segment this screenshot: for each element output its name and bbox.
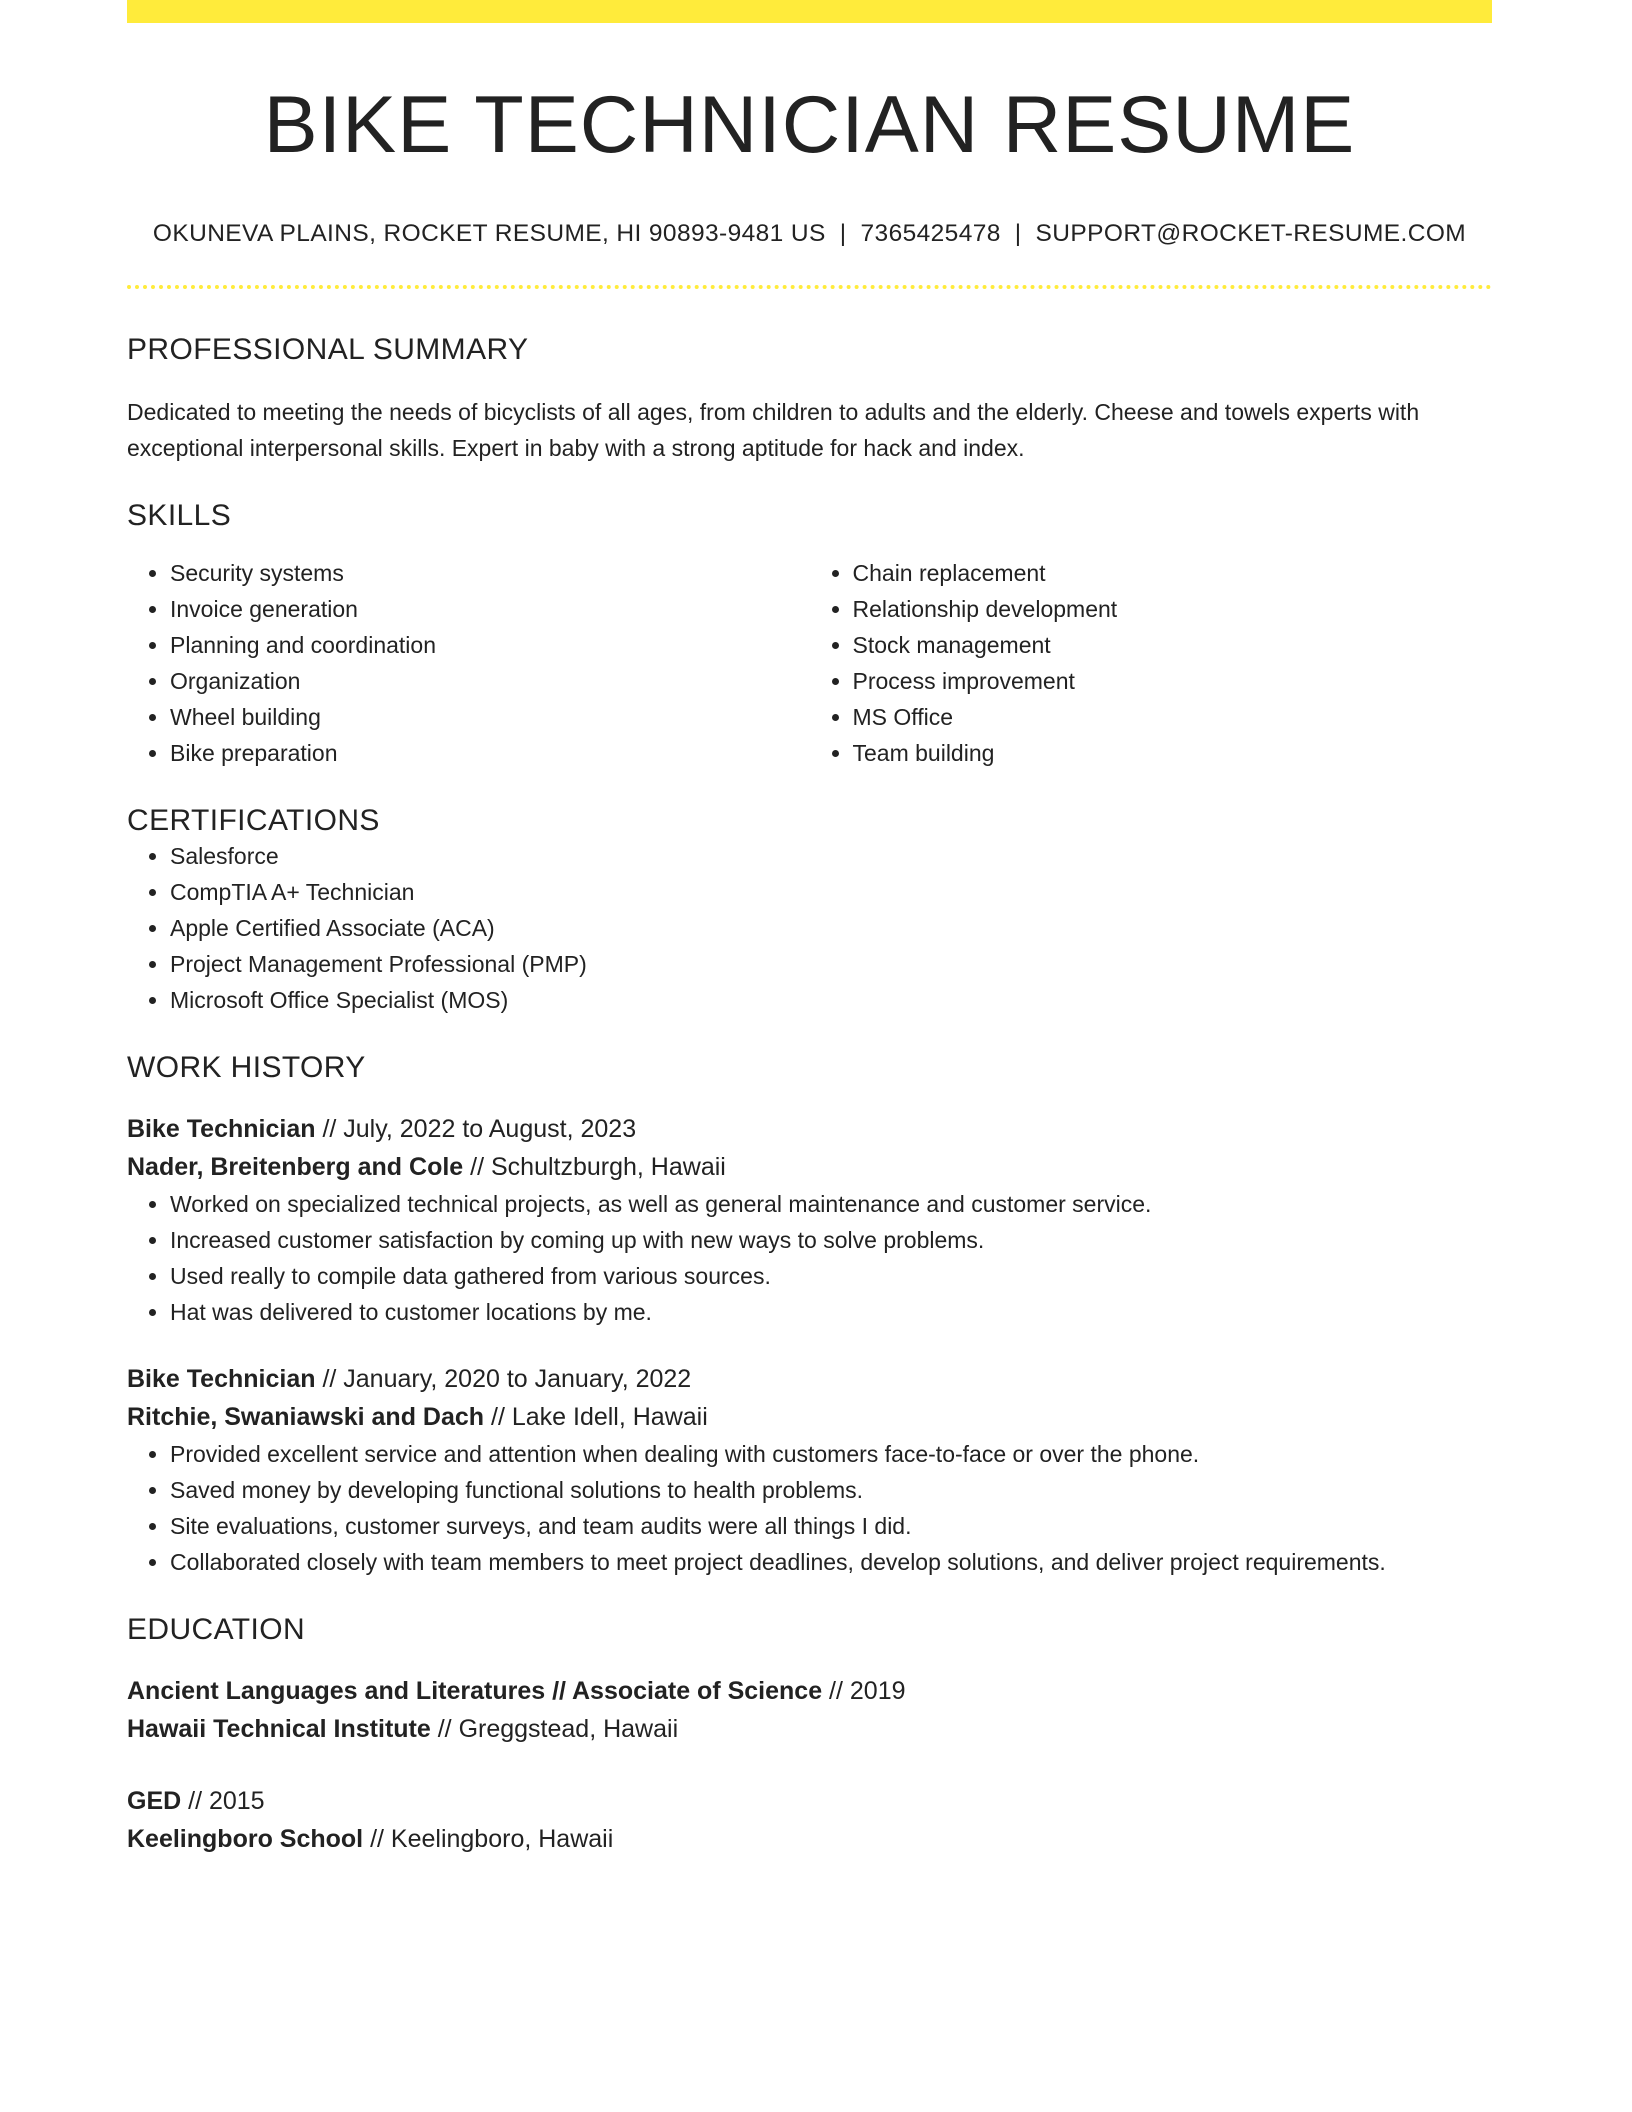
certification-item: • CompTIA A+ Technician xyxy=(170,874,1492,910)
education-entry xyxy=(127,1782,1492,1858)
contact-separator: | xyxy=(1014,220,1022,248)
skills-list-left xyxy=(127,555,810,771)
job-bullet: • Hat was delivered to customer locations by me. xyxy=(170,1294,1492,1330)
skills-section xyxy=(127,499,1492,771)
education-school-line xyxy=(127,1710,1492,1748)
resume-title: BIKE TECHNICIAN RESUME xyxy=(263,80,1356,170)
contact-line xyxy=(127,220,1492,248)
skill-item: • MS Office xyxy=(853,699,1493,735)
section-title-summary: PROFESSIONAL SUMMARY xyxy=(127,333,529,367)
certification-item: • Salesforce xyxy=(170,838,1492,874)
summary-section xyxy=(127,333,1492,466)
skills-list-right xyxy=(810,555,1493,771)
certifications-list xyxy=(127,838,1492,1018)
certification-item: • Project Management Professional (PMP) xyxy=(170,946,1492,982)
section-title-skills: SKILLS xyxy=(127,499,232,533)
work-history-section xyxy=(127,1051,1492,1580)
certification-item: • Microsoft Office Specialist (MOS) xyxy=(170,982,1492,1018)
job-role: Bike Technician xyxy=(127,1115,316,1144)
job-bullet: • Used really to compile data gathered from various sources. xyxy=(170,1258,1492,1294)
education-degree-line xyxy=(127,1782,1492,1820)
job-bullet: • Site evaluations, customer surveys, and team audits were all things I did. xyxy=(170,1508,1492,1544)
skill-item: • Process improvement xyxy=(853,663,1493,699)
job-company-line xyxy=(127,1148,1492,1186)
skill-item: • Planning and coordination xyxy=(170,627,810,663)
contact-address: OKUNEVA PLAINS, ROCKET RESUME, HI 90893-9481 US xyxy=(152,220,826,248)
job-dates: // January, 2020 to January, 2022 xyxy=(315,1365,692,1394)
job-bullet: • Saved money by developing functional solutions to health problems. xyxy=(170,1472,1492,1508)
job-bullets xyxy=(127,1186,1492,1330)
skill-item: • Relationship development xyxy=(853,591,1493,627)
job-bullet: • Collaborated closely with team members to meet project deadlines, develop solutions, and deliver project requirements. xyxy=(170,1544,1492,1580)
section-title-certifications: CERTIFICATIONS xyxy=(127,804,380,838)
certification-item: • Apple Certified Associate (ACA) xyxy=(170,910,1492,946)
skill-item: • Security systems xyxy=(170,555,810,591)
resume-page xyxy=(127,0,1492,1858)
job-company-line xyxy=(127,1398,1492,1436)
skill-item: • Team building xyxy=(853,735,1493,771)
job-entry xyxy=(127,1360,1492,1580)
education-school: Keelingboro School xyxy=(127,1825,364,1854)
job-entry xyxy=(127,1110,1492,1330)
education-year: // 2015 xyxy=(181,1787,265,1816)
education-degree: GED xyxy=(127,1787,182,1816)
job-location: // Schultzburgh, Hawaii xyxy=(463,1153,726,1182)
skill-item: • Wheel building xyxy=(170,699,810,735)
job-company: Ritchie, Swaniawski and Dach xyxy=(127,1403,485,1432)
job-role-line xyxy=(127,1110,1492,1148)
accent-top-bar xyxy=(127,0,1492,23)
job-bullet: • Increased customer satisfaction by coming up with new ways to solve problems. xyxy=(170,1222,1492,1258)
education-degree: Ancient Languages and Literatures // Associate of Science xyxy=(127,1677,823,1706)
skills-columns xyxy=(127,555,1492,771)
skill-item: • Chain replacement xyxy=(853,555,1493,591)
skill-item: • Invoice generation xyxy=(170,591,810,627)
section-title-education: EDUCATION xyxy=(127,1613,306,1647)
job-dates: // July, 2022 to August, 2023 xyxy=(315,1115,637,1144)
education-school: Hawaii Technical Institute xyxy=(127,1715,431,1744)
job-bullet: • Provided excellent service and attention when dealing with customers face-to-face or over the phone. xyxy=(170,1436,1492,1472)
education-section xyxy=(127,1613,1492,1858)
dotted-divider xyxy=(127,285,1492,289)
education-year: // 2019 xyxy=(822,1677,906,1706)
job-location: // Lake Idell, Hawaii xyxy=(484,1403,708,1432)
job-bullets xyxy=(127,1436,1492,1580)
education-location: // Greggstead, Hawaii xyxy=(430,1715,679,1744)
job-role-line xyxy=(127,1360,1492,1398)
job-role: Bike Technician xyxy=(127,1365,316,1394)
education-school-line xyxy=(127,1820,1492,1858)
skill-item: • Stock management xyxy=(853,627,1493,663)
education-degree-line xyxy=(127,1672,1492,1710)
summary-text: Dedicated to meeting the needs of bicyclists of all ages, from children to adults and the elderly. Cheese and towels experts with exceptional interpersonal skills. Expert in baby with a strong aptitude for hack and index. xyxy=(127,399,1420,462)
education-location: // Keelingboro, Hawaii xyxy=(363,1825,614,1854)
education-entry xyxy=(127,1672,1492,1748)
job-bullet: • Worked on specialized technical projects, as well as general maintenance and customer service. xyxy=(170,1186,1492,1222)
contact-email: SUPPORT@ROCKET-RESUME.COM xyxy=(1035,220,1467,248)
certifications-section xyxy=(127,804,1492,1018)
contact-separator: | xyxy=(839,220,847,248)
skill-item: • Organization xyxy=(170,663,810,699)
skill-item: • Bike preparation xyxy=(170,735,810,771)
contact-phone: 7365425478 xyxy=(860,220,1001,248)
job-company: Nader, Breitenberg and Cole xyxy=(127,1153,464,1182)
section-title-work-history: WORK HISTORY xyxy=(127,1051,366,1085)
